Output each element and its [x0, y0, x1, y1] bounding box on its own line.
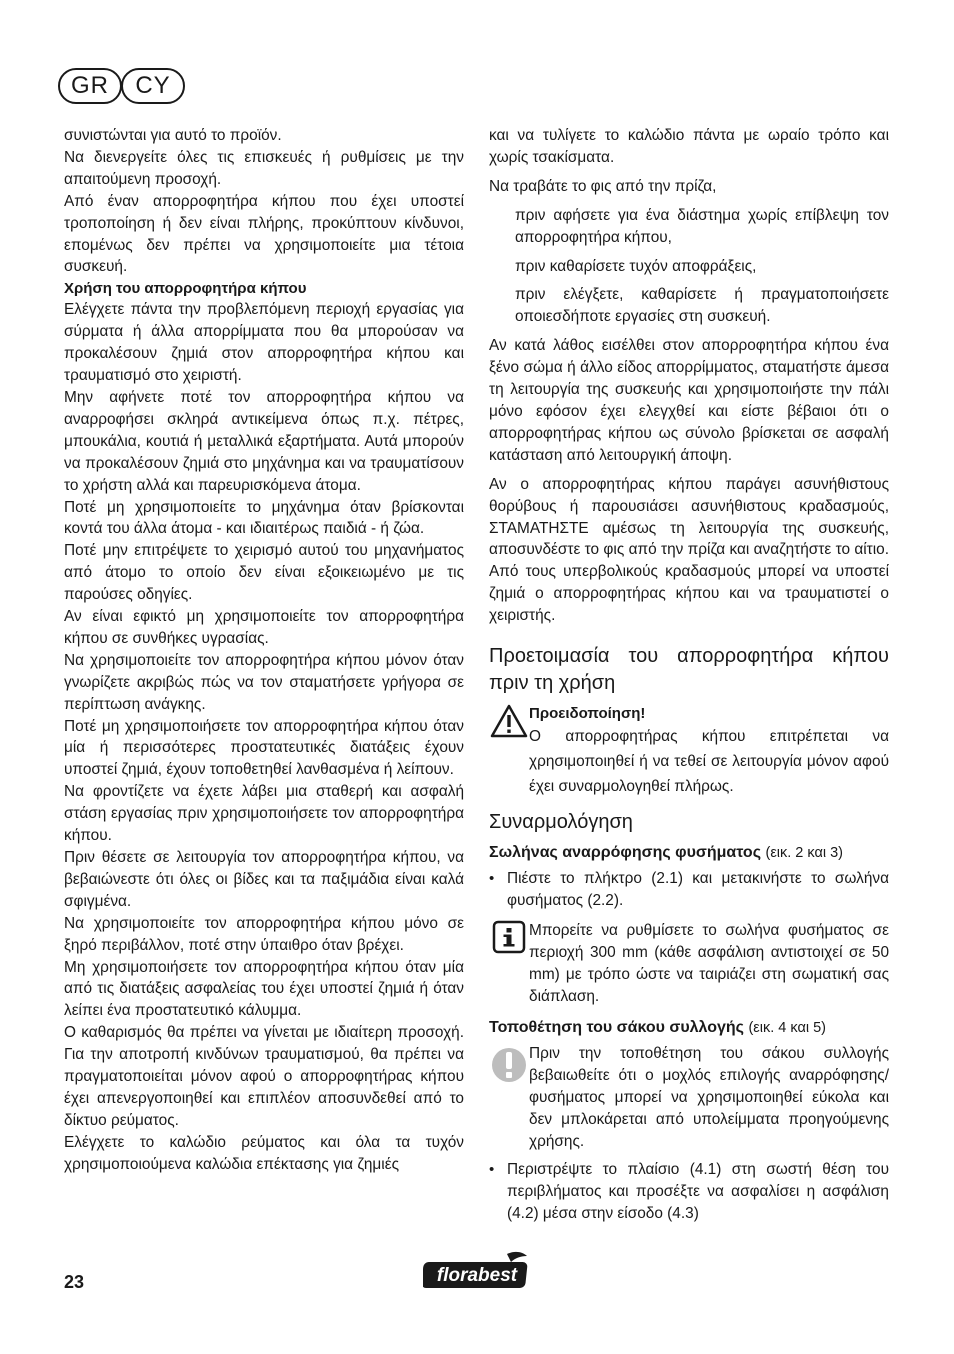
exclamation-icon	[489, 1043, 529, 1087]
paragraph: Μη χρησιμοποιήσετε τον απορροφητήρα κήπου όταν μία από τις διατάξεις ασφαλείας του έχει υποστεί ζημιά ή όταν λείπει ένα προστατευτικό κάλυμμα.	[64, 958, 464, 1020]
info-text: Μπορείτε να ρυθμίσετε το σωλήνα φυσήματος σε περιοχή 300 mm (κάθε ασφάλιση αντιστοιχεί σε 50 mm) με τρόπο ώστε να ταιριάζει στη σωματική σας διάπλαση.	[529, 921, 889, 1005]
paragraph: συνιστώνται για αυτό το προϊόν.	[64, 127, 282, 144]
paragraph: Ο καθαρισμός θα πρέπει να γίνεται με ιδιαίτερη προσοχή. Για την αποτροπή κινδύνων τραυματισμού, θα πρέπει να πραγματοποιείται μόνον αφού ο απορροφητήρας κήπου έχει απενεργοποιηθεί και επιπλέον αποσυνδεθεί από το δίκτυο ρεύματος.	[64, 1024, 464, 1129]
paragraph: Να χρησιμοποιείτε τον απορροφητήρα κήπου μόνον όταν γνωρίζετε ακριβώς πώς να τον σταματήσετε γρήγορα σε περίπτωση ανάγκης.	[64, 651, 464, 713]
paragraph: Πριν θέσετε σε λειτουργία τον απορροφητήρα κήπου, να βεβαιώνεστε ότι όλες οι βίδες και τα παξιμάδια είναι καλά σφιγμένα.	[64, 849, 464, 910]
bag-figure-ref: (εικ. 4 και 5)	[748, 1020, 826, 1037]
bullet-dot: •	[489, 1161, 495, 1178]
caution-note	[489, 1043, 889, 1153]
paragraph: Από έναν απορροφητήρα κήπου που έχει υποστεί τροποποίηση ή δεν είναι πλήρης, προκύπτουν κίνδυνοι, επομένως δεν πρέπει να χρησιμοποιείτε μια τέτοια συσκευή.	[64, 192, 464, 276]
paragraph: Να διενεργείτε όλες τις επισκευές ή ρυθμίσεις με την απαιτούμενη προσοχή.	[64, 148, 464, 188]
warning-title: Προειδοποίηση!	[529, 705, 646, 723]
paragraph: Ποτέ μη χρησιμοποιήσετε τον απορροφητήρα κήπου όταν μία ή περισσότερες προστατευτικές διατάξεις έχουν υποστεί ζημιά, έχουν τοποθετηθεί λανθασμένα ή λείπουν.	[64, 717, 464, 779]
language-badges	[58, 68, 184, 104]
section-heading-assembly: Συναρμολόγηση	[489, 811, 633, 834]
right-column	[489, 125, 889, 1225]
page-number: 23	[64, 1272, 85, 1292]
left-column	[64, 125, 464, 1176]
paragraph: Ποτέ μη χρησιμοποιείτε το μηχάνημα όταν βρίσκονται κοντά του άλλα άτομα - και ιδιαιτέρως παιδιά - ή ζώα.	[64, 498, 464, 538]
paragraph: Αν ο απορροφητήρας κήπου παράγει ασυνήθιστους θορύβους ή παρουσιάσει ασυνήθιστους κραδασμούς, ΣΤΑΜΑΤΗΣΤΕ αμέσως τη λειτουργία της συσκευής, αποσυνδέστε το φις από την πρίζα και αναζητήστε το αίτιο. Από τους υπερβολικούς κραδασμούς μπορεί να υποστεί ζημιά ο απορροφητήρας κήπου και να τραυματιστεί ο χειριστής.	[489, 475, 889, 625]
bullet-dot: •	[489, 870, 495, 888]
section-heading-preparation: Προετοιμασία του απορροφητήρα κήπου πριν τη χρήση	[489, 645, 889, 695]
logo-text: florabest	[436, 1265, 518, 1286]
info-note	[489, 920, 889, 1008]
warning-note	[489, 703, 889, 799]
paragraph: Να χρησιμοποιείτε τον απορροφητήρα κήπου μόνο σε ξηρό περιβάλλον, ποτέ στην ύπαιθρο όταν βρέχει.	[64, 914, 464, 954]
indented-item: πριν καθαρίσετε τυχόν αποφράξεις,	[515, 257, 757, 275]
subsection-heading-hose	[489, 842, 889, 864]
paragraph: Ποτέ μην επιτρέψετε το χειρισμό αυτού του μηχανήματος από άτομο το οποίο δεν είναι εξοικειωμένο με τις παρούσες οδηγίες.	[64, 542, 464, 604]
paragraph: Να φροντίζετε να έχετε λάβει μια σταθερή και ασφαλή στάση εργασίας πριν χρησιμοποιήσετε τον απορροφητήρα κήπου.	[64, 783, 464, 845]
badge-gr: GR	[58, 68, 122, 104]
paragraph: Αν κατά λάθος εισέλθει στον απορροφητήρα κήπου ένα ξένο σώμα ή άλλο είδος απορρίμματος, σταματήστε άμεσα τη λειτουργία της συσκευής και χρησιμοποιήστε την πάλι μόνο εφόσον έχει ελεγχθεί και είστε βέβαιοι ότι ο απορροφητήρας κήπου ως σύνολο βρίσκεται σε ασφαλή κατάσταση από λειτουργική άποψη.	[489, 337, 889, 464]
paragraph: Να τραβάτε το φις από την πρίζα,	[489, 177, 717, 195]
florabest-logo	[423, 1250, 531, 1292]
paragraph: Ελέγχετε το καλώδιο ρεύματος και όλα τα τυχόν χρησιμοποιούμενα καλώδια επέκτασης για ζημιές	[64, 1133, 464, 1173]
bullet-text: Περιστρέψτε το πλαίσιο (4.1) στη σωστή θέση του περιβλήματος και προσέξτε να ασφαλίσει η ασφάλιση (4.2) μέσα στην είσοδο (4.3)	[507, 1161, 889, 1222]
bullet-item	[489, 868, 889, 912]
bullet-text: Πιέστε το πλήκτρο (2.1) και μετακινήστε το σωλήνα φυσήματος (2.2).	[507, 870, 889, 909]
paragraph: και να τυλίγετε το καλώδιο πάντα με ωραίο τρόπο και χωρίς τσακίσματα.	[489, 127, 889, 166]
indented-item: πριν ελέγξετε, καθαρίσετε ή πραγματοποιήσετε οποιεσδήποτε εργασίες στη συσκευή.	[515, 286, 889, 326]
hose-figure-ref: (εικ. 2 και 3)	[765, 845, 843, 862]
subsection-heading-bag	[489, 1017, 889, 1039]
info-icon	[489, 920, 529, 954]
bag-heading-text: Τοποθέτηση του σάκου συλλογής	[489, 1019, 744, 1037]
hose-heading-text: Σωλήνας αναρρόφησης φυσήματος	[489, 844, 762, 862]
paragraph: Ελέγχετε πάντα την προβλεπόμενη περιοχή εργασίας για σύρματα ή άλλα απορρίμματα που θα μπορούσαν να προκαλέσουν ζημιά στον απορροφητήρα κήπου και τραυματισμό στο χειριστή.	[64, 301, 464, 385]
badge-cy: CY	[121, 68, 185, 104]
section-subheading: Χρήση του απορροφητήρα κήπου	[64, 280, 307, 298]
warning-text: Ο απορροφητήρας κήπου επιτρέπεται να χρησιμοποιηθεί ή να τεθεί σε λειτουργία μόνον αφού έχει συναρμολογηθεί πλήρως.	[529, 728, 889, 796]
indented-item: πριν αφήσετε για ένα διάστημα χωρίς επίβλεψη τον απορροφητήρα κήπου,	[515, 206, 889, 246]
paragraph: Μην αφήνετε ποτέ τον απορροφητήρα κήπου να αναρροφήσει σκληρά αντικείμενα όπως π.χ. πέτρες, μπουκάλια, κουτιά ή μεταλλικά εξαρτήματα. Αυτά μπορούν να προκαλέσουν ζημιά στο μηχάνημα και να τραυματίσουν το χρήστη αλλά και παρευρισκόμενα άτομα.	[64, 388, 464, 494]
paragraph: Αν είναι εφικτό μη χρησιμοποιείτε τον απορροφητήρα κήπου σε συνθήκες υγρασίας.	[64, 608, 464, 647]
warning-triangle-icon	[489, 703, 529, 739]
caution-text: Πριν την τοποθέτηση του σάκου συλλογής βεβαιωθείτε ότι ο μοχλός επιλογής αναρρόφησης/ φυσήματος μπορεί να χρησιμοποιηθεί εύκολα και δεν μπλοκάρεται από υπολείμματα προηγούμενης χρήσης.	[529, 1045, 889, 1151]
bullet-item	[489, 1159, 889, 1225]
